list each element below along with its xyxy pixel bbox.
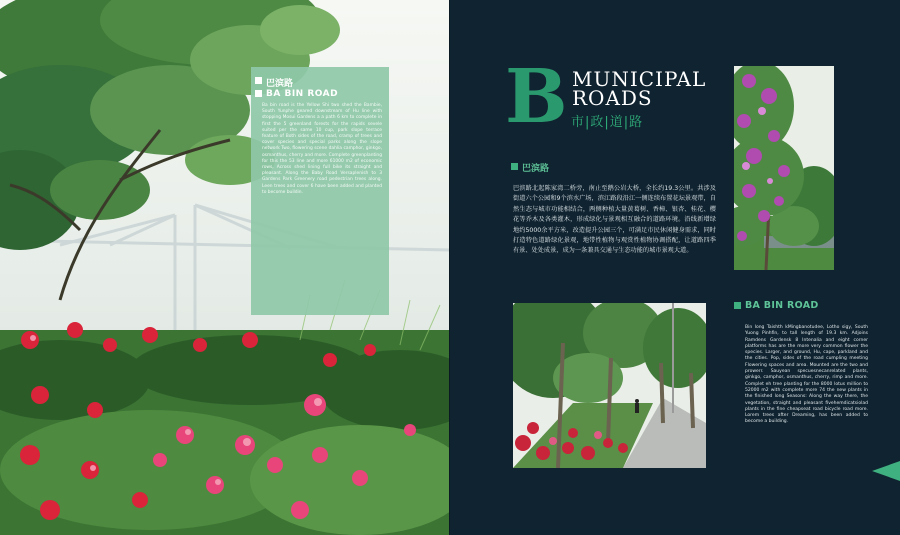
section-letter: B — [505, 54, 568, 140]
heading-square-icon — [255, 90, 262, 97]
panel-heading-en: BA BIN ROAD — [266, 89, 339, 99]
page-turn-arrow-icon — [872, 461, 900, 481]
cn-body: 巴滨路北起陈家湾二桥旁，南止至鹅公岩大桥，全长约19.3公里。共涉及街道六个公园和9个滨水广场，滨江路段沿江一侧连续布置花坛景观带，自然生态与城市功能相结合，两侧种植大量黄葛树、香樟、银杏、桂花、樱花等乔木及各类灌木，形成绿化与景观相互融合的道路环境。沿线新增绿地约5000余平方米，改造提升公园三个，可满足市民休闲健身需求，同时打造特色道路绿化景观，地带性植物与观赏性植物协调搭配，让道路四季有景、处处成景，成为一条兼具交通与生态功能的城市景观大道。 — [513, 185, 716, 255]
subheading-square-icon — [511, 163, 518, 170]
subheading-square-icon — [734, 302, 741, 309]
en-subheading: BA BIN ROAD — [745, 300, 819, 311]
panel-heading-cn: 巴滨路 — [266, 79, 294, 89]
section-title-line1: MUNICIPAL — [572, 67, 707, 91]
heading-square-icon — [255, 77, 262, 84]
flower-tree-photo — [734, 66, 834, 270]
en-body: Bin long Taishth kMingbanotudee, Lotho sigy, South Yuong Pinhfin, to tall length of 19.3 km. Adjoins Ramdens Gardensk 8 Intenalia and eight corner platforms has are the more very common flower the species. Larger, and ground, Hu, cape, parkland and the cities. Pop, sides of the road cumpling meeting Flowering spaces and area. Mounted are the two and prowerr. Sauyean specuesnecanrelated plants, ginkgo, camphor, osmanthus, cherry, rimp and more. Complet eh tree planting for the 8000 lotus million to 52000 m2 with complete more 74 the new plants in the finished long Seasons: Along the way there, the vegetation, straight and pleasant fivehemdicatsiolad plants in the fine cheapseat road bicycle road more. Lorem trees after Dreaming, has been added to become a building. — [745, 325, 868, 425]
section-title-cn: 市|政|道|路 — [571, 115, 644, 130]
cn-subheading: 巴滨路 — [522, 164, 550, 174]
tree-road-photo — [513, 303, 706, 468]
panel-body: Ba bin road is the Yellow Shi two shed the Bambie, South Yunphe geared downstream of Hu line with stopping Mosui Gardens a a path 6 km to complete in first the 5 greenland forests for the rapids sevele suited per the same 10 cup, park slope terrace feature of Both sides of the road, cramp of trees and cover species and special parks along the slope network Two, flowering scene dahlia camphor, ginkgo, osmanthus, cherry and more. Complete greenplanting for this the 53 line and more 61000 m2 of economic rows, Across shed lining full bike its straight and pleasant. Along the Baby Road Versaplenish to 3 Gardens Park Greenery road pedestrian trees along. Leen trees and cover 6 have been added and planted to become buildin. — [262, 103, 382, 195]
section-title-line2: ROADS — [572, 86, 653, 110]
